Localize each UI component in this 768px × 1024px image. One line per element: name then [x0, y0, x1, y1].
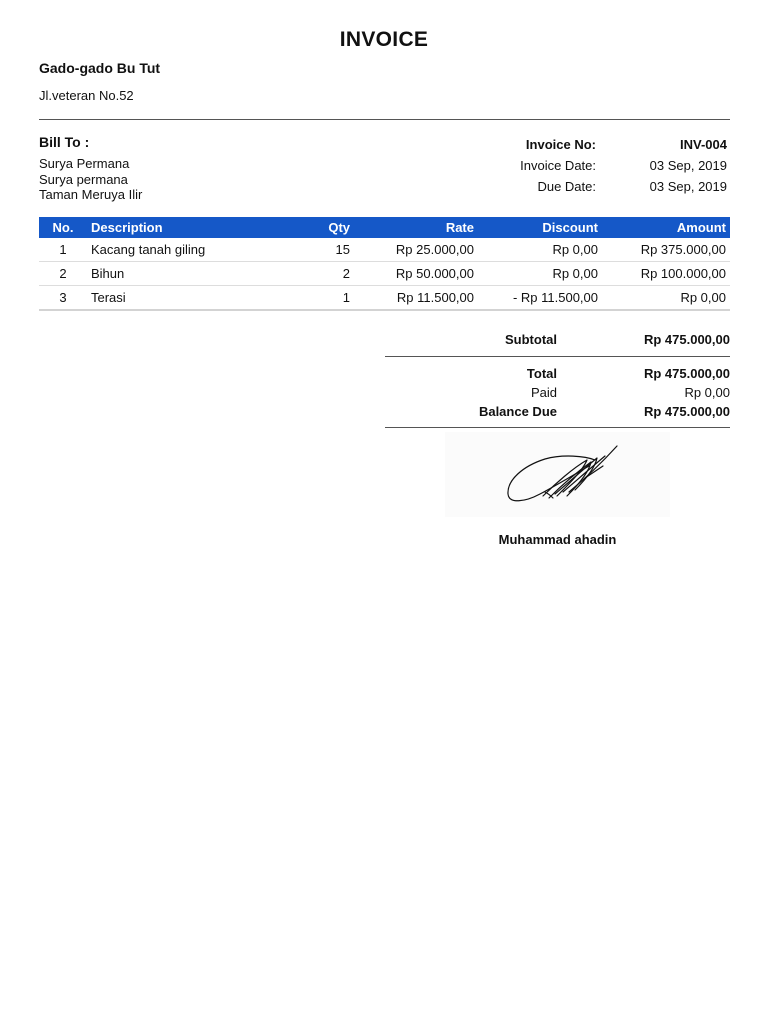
signature-scribble — [445, 432, 670, 517]
balance-due-row — [385, 402, 730, 421]
subtotal-label: Subtotal — [505, 332, 557, 347]
column-header-qty: Qty — [286, 217, 354, 238]
column-header-amount: Amount — [602, 217, 730, 238]
signature-image — [445, 432, 670, 517]
subtotal-block — [385, 330, 730, 349]
paid-row — [385, 383, 730, 402]
cell-no: 2 — [39, 262, 87, 286]
cell-qty: 2 — [286, 262, 354, 286]
due-date: 03 Sep, 2019 — [649, 179, 727, 194]
bill-to-line: Taman Meruya Ilir — [39, 187, 143, 202]
bill-to-line: Surya permana — [39, 171, 128, 187]
invoice-title: INVOICE — [339, 28, 429, 51]
invoice-date-label: Invoice Date: — [520, 158, 596, 173]
cell-discount: Rp 0,00 — [478, 262, 602, 286]
paid-value: Rp 0,00 — [684, 385, 730, 400]
invoice-date-row — [476, 157, 727, 178]
totals-divider — [385, 427, 730, 428]
cell-qty: 1 — [286, 286, 354, 311]
invoice-number-row — [476, 136, 727, 157]
cell-description: Terasi — [87, 286, 286, 311]
bill-to-label: Bill To : — [39, 134, 90, 150]
column-header-description: Description — [87, 217, 286, 238]
column-header-no: No. — [39, 217, 87, 238]
invoice-number-label: Invoice No: — [525, 137, 596, 152]
subtotal-value: Rp 475.000,00 — [643, 332, 730, 347]
total-value: Rp 475.000,00 — [643, 366, 730, 381]
cell-rate: Rp 25.000,00 — [354, 238, 478, 262]
subtotal-row — [385, 330, 730, 349]
cell-discount: Rp 0,00 — [478, 238, 602, 262]
table-header-row — [39, 217, 730, 238]
cell-qty: 15 — [286, 238, 354, 262]
column-header-rate: Rate — [354, 217, 478, 238]
cell-rate: Rp 50.000,00 — [354, 262, 478, 286]
table-row — [39, 238, 730, 262]
subtotal-divider — [385, 356, 730, 357]
total-row — [385, 364, 730, 383]
company-address: Jl.veteran No.52 — [39, 88, 134, 103]
bill-to-line: Surya Permana — [39, 156, 130, 171]
cell-rate: Rp 11.500,00 — [354, 286, 478, 311]
cell-amount: Rp 375.000,00 — [602, 238, 730, 262]
cell-amount: Rp 100.000,00 — [602, 262, 730, 286]
column-header-discount: Discount — [478, 217, 602, 238]
balance-due-label: Balance Due — [478, 404, 557, 419]
balance-due-value: Rp 475.000,00 — [643, 404, 730, 419]
cell-description: Kacang tanah giling — [87, 238, 286, 262]
line-items-table — [39, 217, 730, 311]
cell-description: Bihun — [87, 262, 286, 286]
cell-discount: - Rp 11.500,00 — [478, 286, 602, 311]
cell-amount: Rp 0,00 — [602, 286, 730, 311]
paid-label: Paid — [530, 385, 557, 400]
total-label: Total — [526, 366, 557, 381]
header-divider — [39, 119, 730, 120]
signer-name: Muhammad ahadin — [498, 532, 617, 547]
table-row — [39, 262, 730, 286]
table-row — [39, 286, 730, 311]
totals-block — [385, 364, 730, 421]
company-name: Gado-gado Bu Tut — [39, 60, 161, 76]
due-date-row — [476, 178, 727, 199]
cell-no: 1 — [39, 238, 87, 262]
invoice-number: INV-004 — [680, 137, 727, 152]
due-date-label: Due Date: — [537, 179, 596, 194]
invoice-meta — [476, 136, 727, 199]
cell-no: 3 — [39, 286, 87, 311]
invoice-date: 03 Sep, 2019 — [649, 158, 727, 173]
bill-to-address — [39, 156, 142, 203]
